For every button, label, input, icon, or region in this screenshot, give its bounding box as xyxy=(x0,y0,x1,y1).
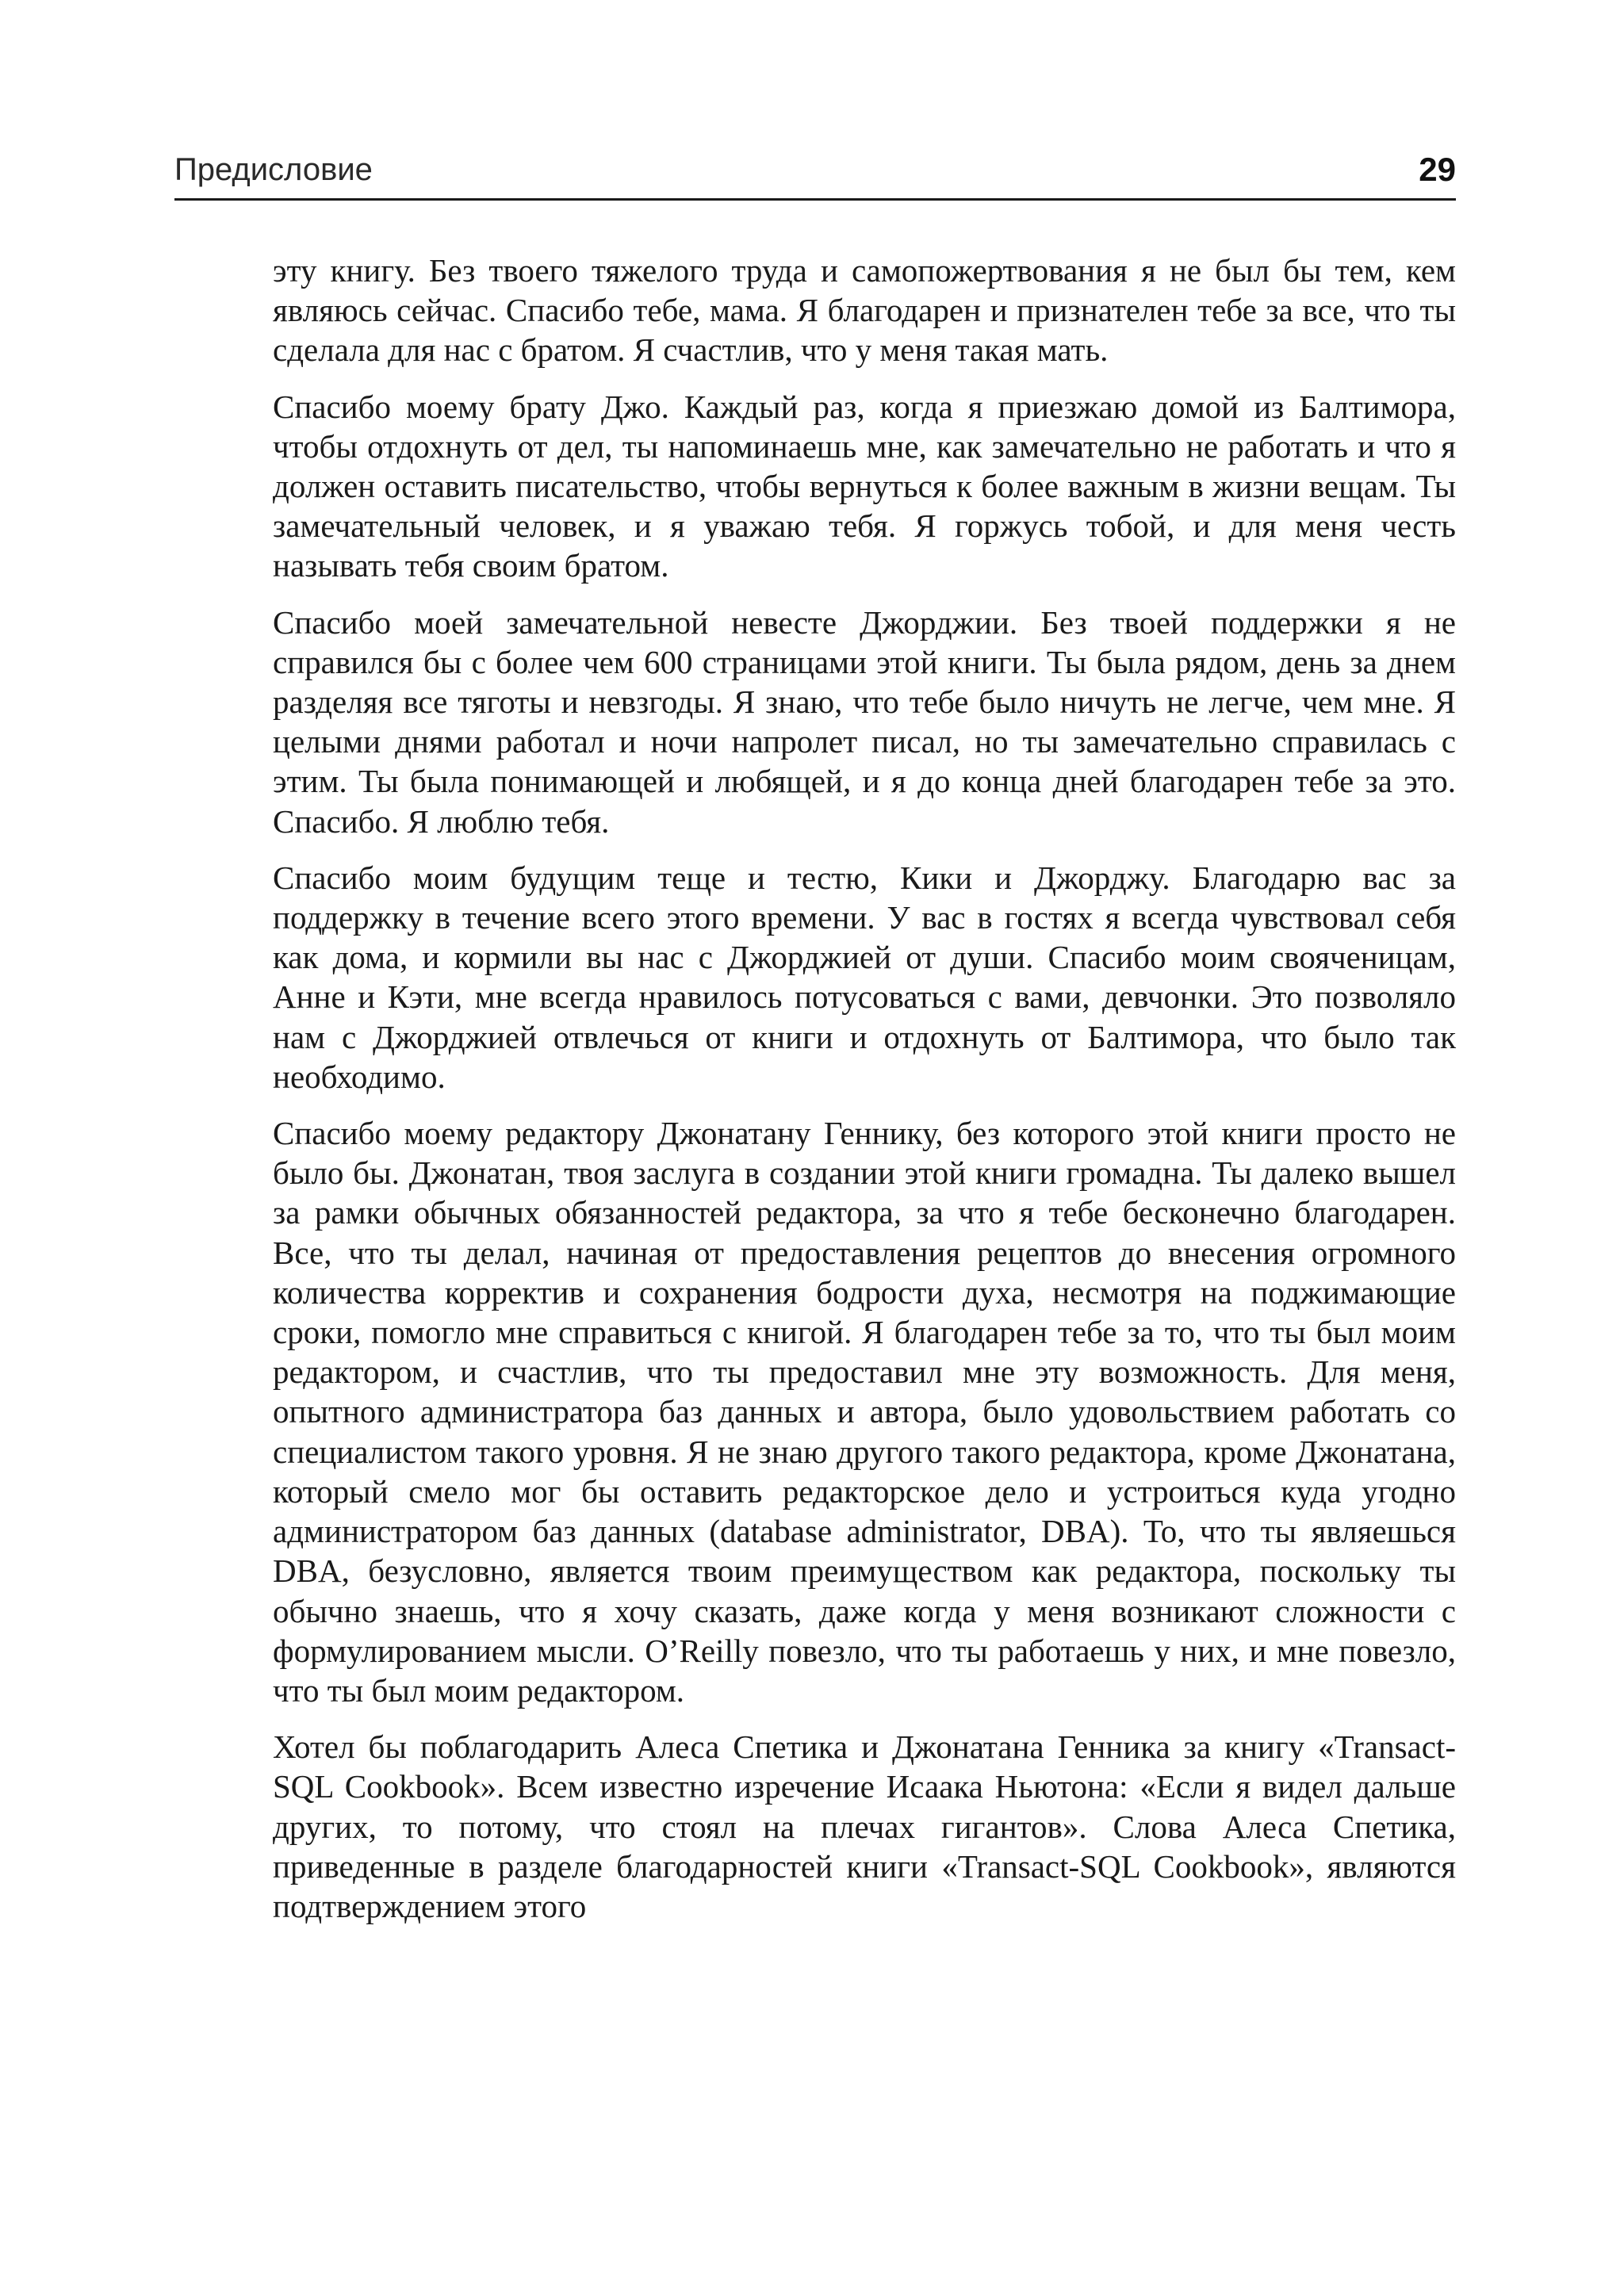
running-header xyxy=(174,147,1456,201)
paragraph-brother: Спасибо моему брату Джо. Каждый раз, когда я приезжаю домой из Балтимора, чтобы отдохнуть от дел, ты напоминаешь мне, как замечательно не работать и что я должен оставить писательство, чтобы вернуться к более важным в жизни вещам. Ты замечательный человек, и я уважаю тебя. Я горжусь тобой, и для меня честь называть тебя своим братом. xyxy=(273,388,1456,584)
paragraph-editor: Спасибо моему редактору Джонатану Геннику, без которого этой книги просто не было бы. Джонатан, твоя заслуга в создании этой книги громадна. Ты далеко вышел за рамки обычных обязанностей редактора, за что я тебе бесконечно благодарен. Все, что ты делал, начиная от предоставления рецептов до внесения огромного количества корректив и сохранения бодрости духа, несмотря на поджимающие сроки, помогло мне справиться с книгой. Я благодарен тебе за то, что ты был моим редактором, и счастлив, что ты предоставил мне эту возможность. Для меня, опытного администратора баз данных и автора, было удовольствием работать со специалистом такого уровня. Я не знаю другого такого редактора, кроме Джонатана, который смело мог бы оставить редакторское дело и устроиться куда угодно администратором баз данных (database administrator, DBA). То, что ты являешься DBA, безусловно, является твоим преимуществом как редактора, поскольку ты обычно знаешь, что я хочу сказать, даже когда у меня возникают сложности с формулированием мысли. O’Reilly повезло, что ты работаешь у них, и мне повезло, что ты был моим редактором. xyxy=(273,1115,1456,1709)
page-number: 29 xyxy=(1419,151,1456,188)
paragraph-fiancee: Спасибо моей замечательной невесте Джорджии. Без твоей поддержки я не справился бы с более чем 600 страницами этой книги. Ты была рядом, день за днем разделяя все тяготы и невзгоды. Я знаю, что тебе было ничуть не легче, чем мне. Я целыми днями работал и ночи напролет писал, но ты замечательно справилась с этим. Ты была понимающей и любящей, и я до конца дней благодарен тебе за это. Спасибо. Я люблю тебя. xyxy=(273,603,1456,840)
paragraph-in-laws: Спасибо моим будущим теще и тестю, Кики и Джорджу. Благодарю вас за поддержку в течение всего этого времени. У вас в гостях я всегда чувствовал себя как дома, и кормили вы нас с Джорджией от души. Спасибо моим свояченицам, Анне и Кэти, мне всегда нравилось потусоваться с вами, девчонки. Это позволяло нам с Джорджией отвлечься от книги и отдохнуть от Балтимора, что было так необходимо. xyxy=(273,859,1456,1095)
paragraph-cookbook: Хотел бы поблагодарить Алеса Спетика и Джонатана Генника за книгу «Transact-SQL Cookbook». Всем известно изречение Исаака Ньютона: «Если я видел дальше других, то потому, что стоял на плечах гигантов». Слова Алеса Спетика, приведенные в разделе благодарностей книги «Transact-SQL Cookbook», являются подтверждением этого xyxy=(273,1728,1456,1924)
body-text xyxy=(273,251,1456,1926)
paragraph-mother: эту книгу. Без твоего тяжелого труда и самопожертвования я не был бы тем, кем являюсь сейчас. Спасибо тебе, мама. Я благодарен и признателен тебе за все, что ты сделала для нас с братом. Я счастлив, что у меня такая мать. xyxy=(273,252,1456,369)
section-title: Предисловие xyxy=(174,152,373,187)
